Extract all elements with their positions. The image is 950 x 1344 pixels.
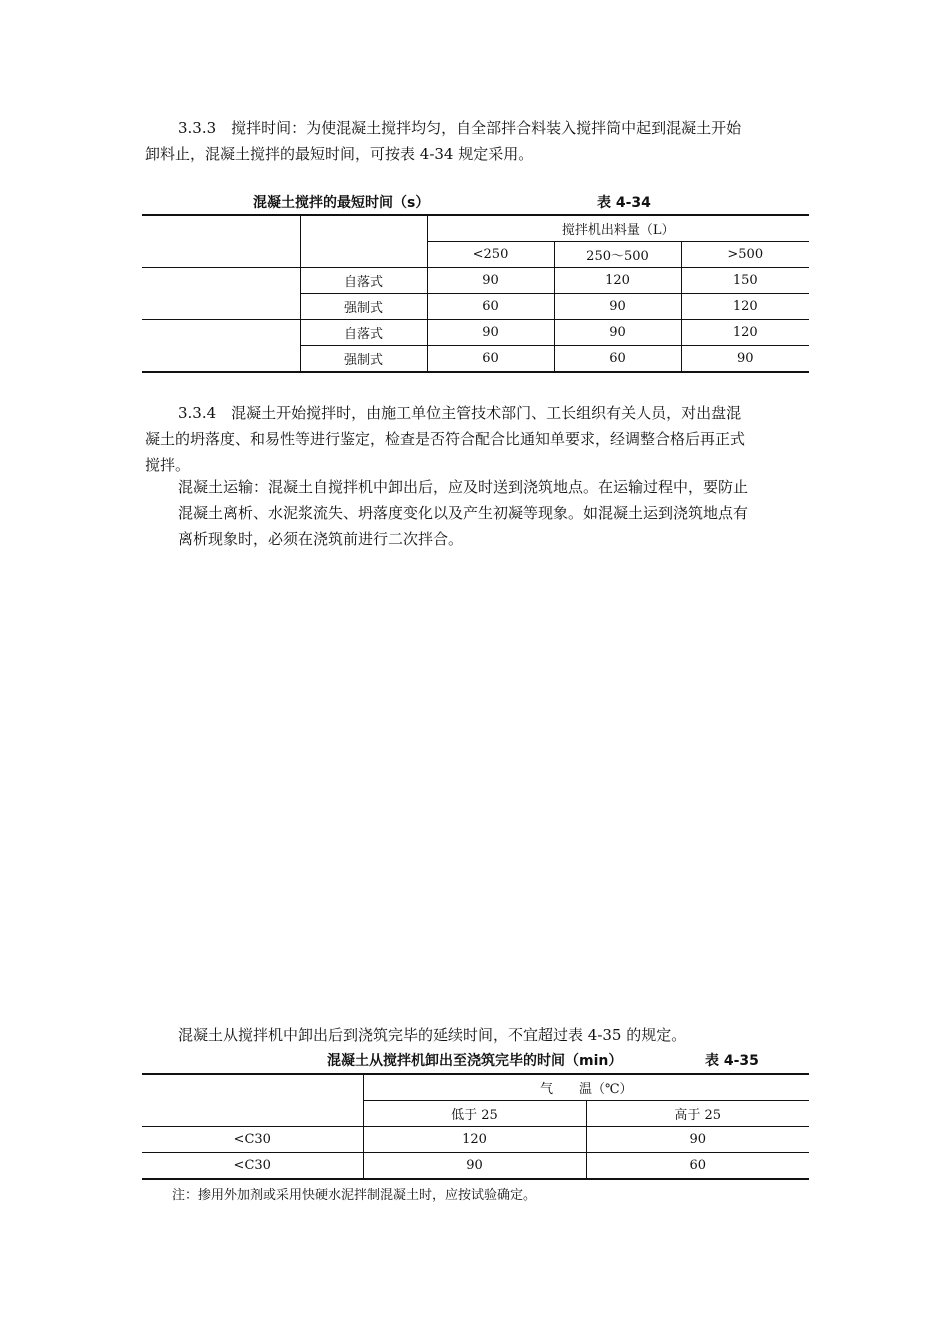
table-cell: 强制式 bbox=[300, 294, 427, 320]
section-3-3-3-line-2: 卸料止，混凝土搅拌的最短时间，可按表 4-34 规定采用。 bbox=[145, 145, 534, 163]
section-3-3-4-line-1: 3.3.4 混凝土开始搅拌时，由施工单位主管技术部门、工长组织有关人员，对出盘混 bbox=[178, 404, 742, 422]
table-cell: <C30 bbox=[142, 1127, 363, 1153]
table-4-35-col-header: 低于 25 bbox=[363, 1101, 586, 1127]
table-cell: 90 bbox=[586, 1127, 809, 1153]
table-cell: 强制式 bbox=[300, 346, 427, 373]
section-3-3-3-line-1: 3.3.3 搅拌时间：为使混凝土搅拌均匀，自全部拌合料装入搅拌筒中起到混凝土开始 bbox=[178, 119, 742, 137]
table-4-34 bbox=[142, 214, 809, 373]
table-cell: 60 bbox=[554, 346, 681, 373]
table-row bbox=[142, 1127, 809, 1153]
table-4-34-type-header bbox=[300, 215, 427, 268]
section-3-3-4-line-2: 凝土的坍落度、和易性等进行鉴定，检查是否符合配合比通知单要求，经调整合格后再正式 bbox=[145, 430, 746, 448]
table-4-34-group-cell bbox=[142, 268, 300, 320]
table-row bbox=[142, 268, 809, 294]
table-4-35-corner bbox=[142, 1074, 363, 1127]
table-cell: 120 bbox=[554, 268, 681, 294]
table-4-34-title: 混凝土搅拌的最短时间（s） bbox=[253, 195, 430, 211]
table-row bbox=[142, 1153, 809, 1180]
transport-line-1: 混凝土运输：混凝土自搅拌机中卸出后，应及时送到浇筑地点。在运输过程中，要防止 bbox=[178, 478, 749, 496]
section-3-3-4-line-3: 搅拌。 bbox=[145, 456, 191, 474]
table-4-34-group-cell bbox=[142, 320, 300, 373]
table-4-35 bbox=[142, 1073, 809, 1180]
table-cell: 90 bbox=[681, 346, 809, 373]
table-cell: 150 bbox=[681, 268, 809, 294]
table-cell: 90 bbox=[554, 320, 681, 346]
table-cell: 60 bbox=[586, 1153, 809, 1180]
table-cell: 120 bbox=[681, 320, 809, 346]
table-cell: 60 bbox=[427, 346, 554, 373]
table-4-34-col-header: >500 bbox=[681, 242, 809, 268]
table-4-34-col-header: 250～500 bbox=[554, 242, 681, 268]
table-4-34-number: 表 4-34 bbox=[597, 195, 651, 211]
table-cell: 120 bbox=[681, 294, 809, 320]
table-4-35-title: 混凝土从搅拌机卸出至浇筑完毕的时间（min） bbox=[327, 1053, 623, 1069]
table-4-35-col-header: 高于 25 bbox=[586, 1101, 809, 1127]
table-4-35-group-header: 气 温（℃） bbox=[363, 1074, 809, 1101]
transport-line-2: 混凝土离析、水泥浆流失、坍落度变化以及产生初凝等现象。如混凝土运到浇筑地点有 bbox=[178, 504, 749, 522]
table-note: 注：掺用外加剂或采用快硬水泥拌制混凝土时，应按试验确定。 bbox=[172, 1188, 537, 1203]
table-cell: 90 bbox=[363, 1153, 586, 1180]
transport-line-3: 离析现象时，必须在浇筑前进行二次拌合。 bbox=[178, 530, 464, 548]
table-4-34-corner bbox=[142, 215, 300, 268]
section-3-3-3 bbox=[145, 115, 813, 167]
table-cell: 90 bbox=[427, 268, 554, 294]
table-cell: 60 bbox=[427, 294, 554, 320]
table-row bbox=[142, 320, 809, 346]
table-cell: 90 bbox=[427, 320, 554, 346]
table-cell: 自落式 bbox=[300, 268, 427, 294]
table-cell: <C30 bbox=[233, 1158, 271, 1173]
table-cell: 90 bbox=[554, 294, 681, 320]
table-cell: 120 bbox=[363, 1127, 586, 1153]
transport-paragraph bbox=[178, 474, 813, 552]
table-4-34-col-header: <250 bbox=[427, 242, 554, 268]
section-3-3-4 bbox=[145, 400, 813, 478]
delay-paragraph: 混凝土从搅拌机中卸出后到浇筑完毕的延续时间，不宜超过表 4-35 的规定。 bbox=[178, 1026, 687, 1044]
table-4-35-number: 表 4-35 bbox=[705, 1053, 759, 1069]
table-4-34-group-header: 搅拌机出料量（L） bbox=[427, 215, 809, 242]
table-cell: 自落式 bbox=[300, 320, 427, 346]
